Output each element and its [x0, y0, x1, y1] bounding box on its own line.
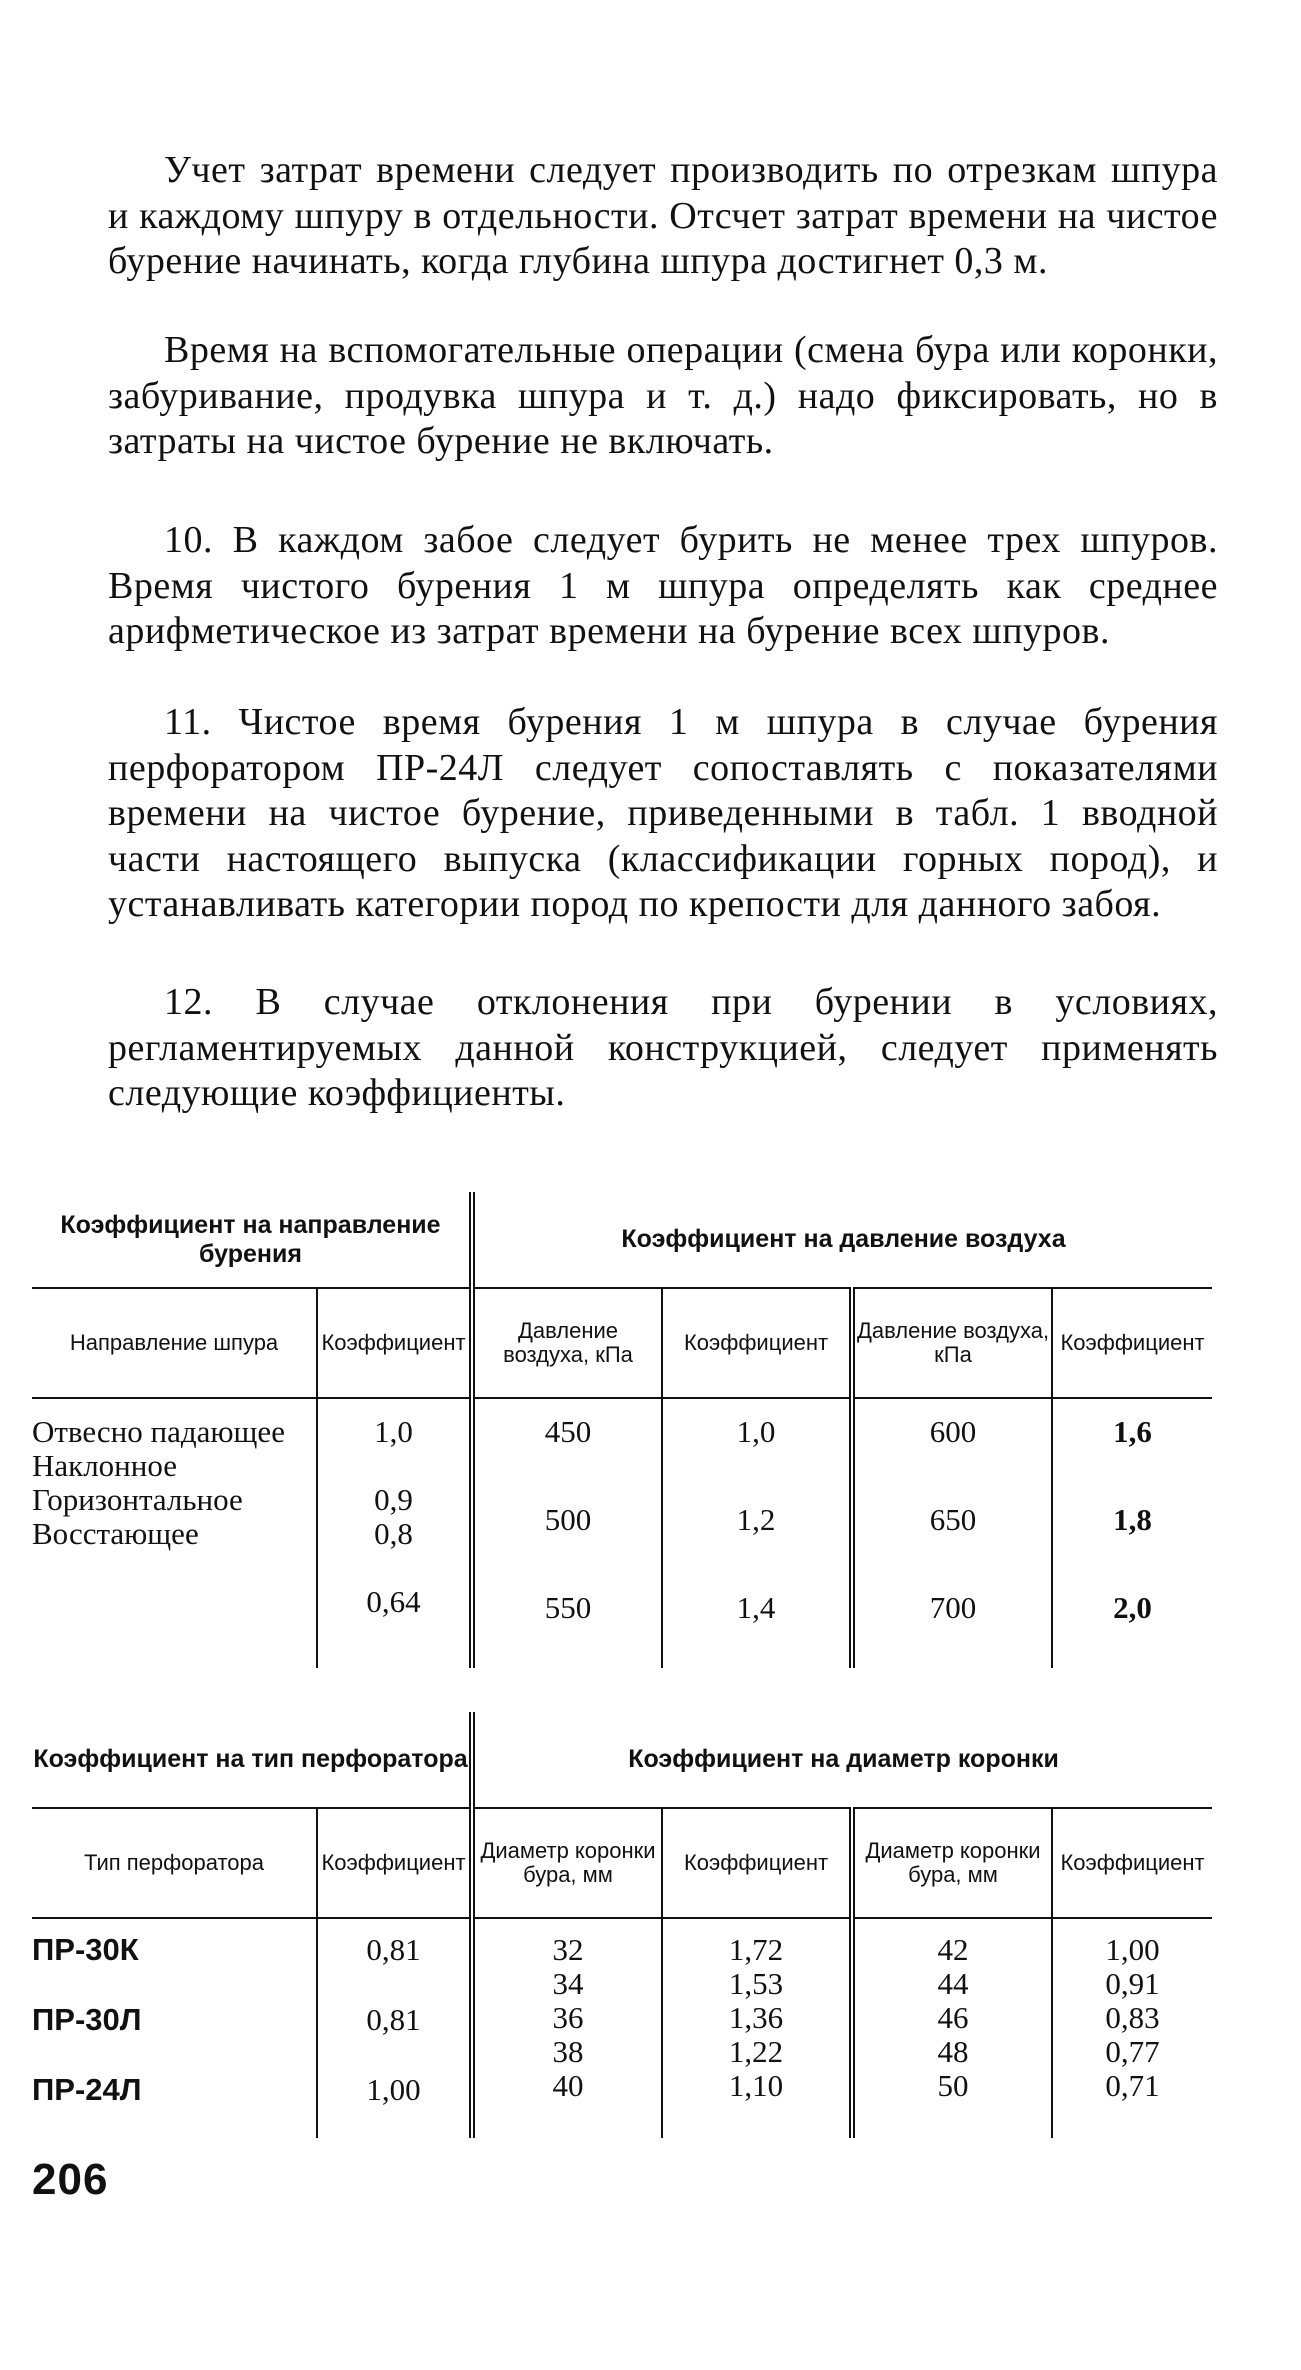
group-header-direction: Коэффициент на направление бурения: [32, 1192, 472, 1288]
diameter-a-list: [472, 1918, 662, 2138]
diameter-value: 42: [937, 1932, 969, 1967]
diameter-value: 44: [937, 1966, 969, 2001]
diameter-value: 50: [937, 2068, 969, 2103]
paragraph-item-12: 12. В случае отклонения при бурении в условиях, регламентируемых данной конструкцией, следует применять следующие коэффициенты.: [108, 981, 1218, 1114]
diameter-coef: 0,77: [1105, 2034, 1160, 2069]
diameter-value: 38: [552, 2034, 584, 2069]
pressure-a-coef-list: [662, 1398, 852, 1668]
diameter-coef: 1,22: [728, 2034, 784, 2069]
pressure-coef: 1,2: [736, 1502, 776, 1537]
col-header-diameter-b: Диаметр коронки бура, мм: [852, 1808, 1052, 1918]
direction-row: Отвесно падающее: [32, 1414, 285, 1449]
diameter-value: 32: [552, 1932, 584, 1967]
type-coef-list: [317, 1918, 472, 2138]
pressure-coef: 2,0: [1113, 1590, 1152, 1625]
pressure-value: 450: [544, 1414, 592, 1449]
table-direction-pressure: [32, 1192, 1212, 1668]
group-header-pressure: Коэффициент на давление воздуха: [472, 1192, 1212, 1288]
direction-coef: 0,64: [366, 1584, 421, 1619]
diameter-coef: 0,91: [1105, 1966, 1160, 2001]
pressure-a-list: [472, 1398, 662, 1668]
col-header-pressure-b: Давление воздуха, кПа: [852, 1288, 1052, 1398]
type-row: ПР-24Л: [32, 2072, 142, 2107]
diameter-value: 36: [552, 2000, 584, 2035]
diameter-a-coef-list: [662, 1918, 852, 2138]
diameter-value: 46: [937, 2000, 969, 2035]
type-coef: 1,00: [366, 2072, 421, 2107]
direction-coef: 0,8: [374, 1516, 413, 1551]
diameter-coef: 1,53: [728, 1966, 784, 2001]
paragraph-auxiliary-operations: Время на вспомогательные операции (смена бура или коронки, забуривание, продувка шпура и т. д.) надо фиксировать, но в затраты на чистое бурение не включать.: [108, 329, 1218, 462]
paragraph-time-accounting: Учет затрат времени следует производить по отрезкам шпура и каждому шпуру в отдельности. Отсчет затрат времени на чистое бурение начинать, когда глубина шпура достигнет 0,3 м.: [108, 149, 1218, 282]
col-header-type: Тип перфоратора: [32, 1808, 317, 1918]
direction-coef-list: [317, 1398, 472, 1668]
table-perforator-diameter: [32, 1712, 1212, 2138]
diameter-coef: 1,36: [728, 2000, 784, 2035]
col-header-diameter-b-coef: Коэффициент: [1052, 1808, 1212, 1918]
diameter-coef: 0,71: [1105, 2068, 1160, 2103]
diameter-coef: 1,10: [728, 2068, 784, 2103]
type-coef: 0,81: [366, 1932, 421, 1967]
col-header-direction: Направление шпура: [32, 1288, 317, 1398]
paragraph-item-10: 10. В каждом забое следует бурить не менее трех шпуров. Время чистого бурения 1 м шпура определять как среднее арифметическое из затрат времени на бурение всех шпуров.: [108, 519, 1218, 652]
pressure-coef: 1,6: [1113, 1414, 1152, 1449]
pressure-coef: 1,8: [1113, 1502, 1152, 1537]
type-row: ПР-30Л: [32, 2002, 142, 2037]
pressure-value: 700: [929, 1590, 977, 1625]
diameter-value: 34: [552, 1966, 584, 2001]
col-header-type-coef: Коэффициент: [317, 1808, 472, 1918]
pressure-value: 550: [544, 1590, 592, 1625]
page-number: 206: [32, 2155, 109, 2204]
direction-row: Горизонтальное: [32, 1482, 243, 1517]
col-header-direction-coef: Коэффициент: [317, 1288, 472, 1398]
direction-list: [32, 1398, 317, 1668]
col-header-pressure-a: Давление воздуха, кПа: [472, 1288, 662, 1398]
col-header-pressure-a-coef: Коэффициент: [662, 1288, 852, 1398]
pressure-value: 600: [929, 1414, 977, 1449]
paragraph-item-11: 11. Чистое время бурения 1 м шпура в случае бурения перфоратором ПР-24Л следует сопоставлять с показателями времени на чистое бурение, приведенными в табл. 1 вводной части настоящего выпуска (классификации горных пород), и устанавливать категории пород по крепости для данного забоя.: [108, 701, 1218, 925]
col-header-pressure-b-coef: Коэффициент: [1052, 1288, 1212, 1398]
diameter-b-coef-list: [1052, 1918, 1212, 2138]
diameter-value: 48: [937, 2034, 969, 2069]
col-header-diameter-a-coef: Коэффициент: [662, 1808, 852, 1918]
pressure-b-coef-list: [1052, 1398, 1212, 1668]
diameter-coef: 0,83: [1105, 2000, 1160, 2035]
pressure-b-list: [852, 1398, 1052, 1668]
group-header-diameter: Коэффициент на диаметр коронки: [472, 1712, 1212, 1808]
diameter-coef: 1,72: [728, 1932, 784, 1967]
group-header-perforator: Коэффициент на тип перфоратора: [32, 1712, 472, 1808]
type-list: [32, 1918, 317, 2138]
diameter-b-list: [852, 1918, 1052, 2138]
col-header-diameter-a: Диаметр коронки бура, мм: [472, 1808, 662, 1918]
direction-coef: 0,9: [374, 1482, 413, 1517]
direction-coef: 1,0: [374, 1414, 413, 1449]
pressure-coef: 1,0: [736, 1414, 776, 1449]
diameter-value: 40: [552, 2068, 584, 2103]
pressure-value: 650: [929, 1502, 977, 1537]
direction-row: Наклонное: [32, 1448, 177, 1483]
direction-row: Восстающее: [32, 1516, 199, 1551]
pressure-value: 500: [544, 1502, 592, 1537]
diameter-coef: 1,00: [1105, 1932, 1160, 1967]
type-row: ПР-30К: [32, 1932, 139, 1967]
type-coef: 0,81: [366, 2002, 421, 2037]
pressure-coef: 1,4: [736, 1590, 776, 1625]
